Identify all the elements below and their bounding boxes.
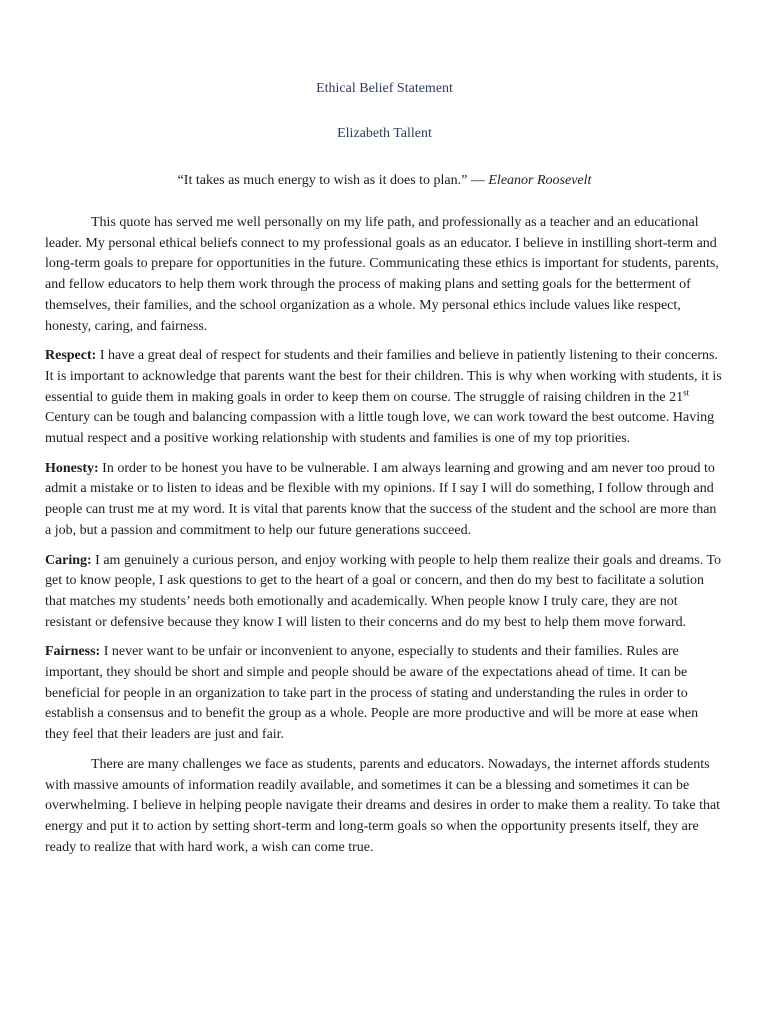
respect-text-part1: I have a great deal of respect for students and their families and believe in patiently listening to their concerns. It is important to acknowledge that parents want the best for their children. This is why when working with students, it is essential to guide them in making goals in order to keep them on course. The struggle of raising children in the 21 — [45, 348, 722, 405]
respect-text-part2: Century can be tough and balancing compassion with a little tough love, we can work toward the best outcome. Having mutual respect and a positive working relationship with students and families is one of my top priorities. — [45, 410, 715, 447]
fairness-heading: Fairness: — [45, 644, 101, 660]
intro-paragraph: This quote has served me well personally on my life path, and professionally as a teacher and an educational leader. My personal ethical beliefs connect to my professional goals as an educator. I believe in instilling short-term and long-term goals to prepare for opportunities in the future. Communicating these ethics is important for students, parents, and fellow educators to help them work through the process of making plans and setting goals for the betterment of themselves, their families, and the school organization as a whole. My personal ethics include values like respect, honesty, caring, and fairness. — [45, 215, 719, 334]
honesty-paragraph — [45, 459, 724, 542]
quote-text: “It takes as much energy to wish as it does to plan.” — — [177, 173, 489, 188]
closing-paragraph: There are many challenges we face as students, parents and educators. Nowadays, the internet affords students with massive amounts of information readily available, and sometimes it can be a blessing and sometimes it can be overwhelming. I believe in helping people navigate their dreams and desires in order to make them a reality. To take that energy and put it to action by setting short-term and long-term goals so when the opportunity presents itself, they are ready to realize that with hard work, a wish can come true. — [45, 756, 721, 855]
honesty-text: In order to be honest you have to be vulnerable. I am always learning and growing and am never too proud to admit a mistake or to listen to ideas and be flexible with my opinions. If I say I will do something, I follow through and people can trust me at my word. It is vital that parents know that the success of the student and the school are more than a job, but a passion and commitment to help our future generations succeed. — [45, 460, 717, 538]
caring-text: I am genuinely a curious person, and enjoy working with people to help them realize their goals and dreams. To get to know people, I ask questions to get to the heart of a goal or concern, and then do my best to facilitate a solution that matches my students’ needs both emotionally and academically. When people know I truly care, they are not resistant or defensive because they know I will listen to their concerns and do my best to help them move forward. — [45, 552, 722, 630]
epigraph-quote — [45, 171, 724, 191]
caring-heading: Caring: — [45, 552, 92, 568]
document-author: Elizabeth Tallent — [337, 126, 432, 141]
respect-paragraph — [45, 346, 724, 450]
document-title: Ethical Belief Statement — [316, 81, 453, 96]
fairness-paragraph — [45, 642, 724, 746]
fairness-text: I never want to be unfair or inconvenient to anyone, especially to students and their families. Rules are important, they should be short and simple and people should be aware of the expectations ahead of time. It can be beneficial for people in an organization to take part in the process of stating and understanding the rules in order to establish a consensus and to benefit the group as a whole. People are more productive and will be more at ease when they feel that their leaders are just and fair. — [45, 644, 699, 743]
ordinal-superscript: st — [683, 386, 690, 397]
quote-attribution: Eleanor Roosevelt — [488, 173, 592, 188]
honesty-heading: Honesty: — [45, 460, 99, 476]
caring-paragraph — [45, 551, 724, 634]
respect-heading: Respect: — [45, 348, 97, 364]
